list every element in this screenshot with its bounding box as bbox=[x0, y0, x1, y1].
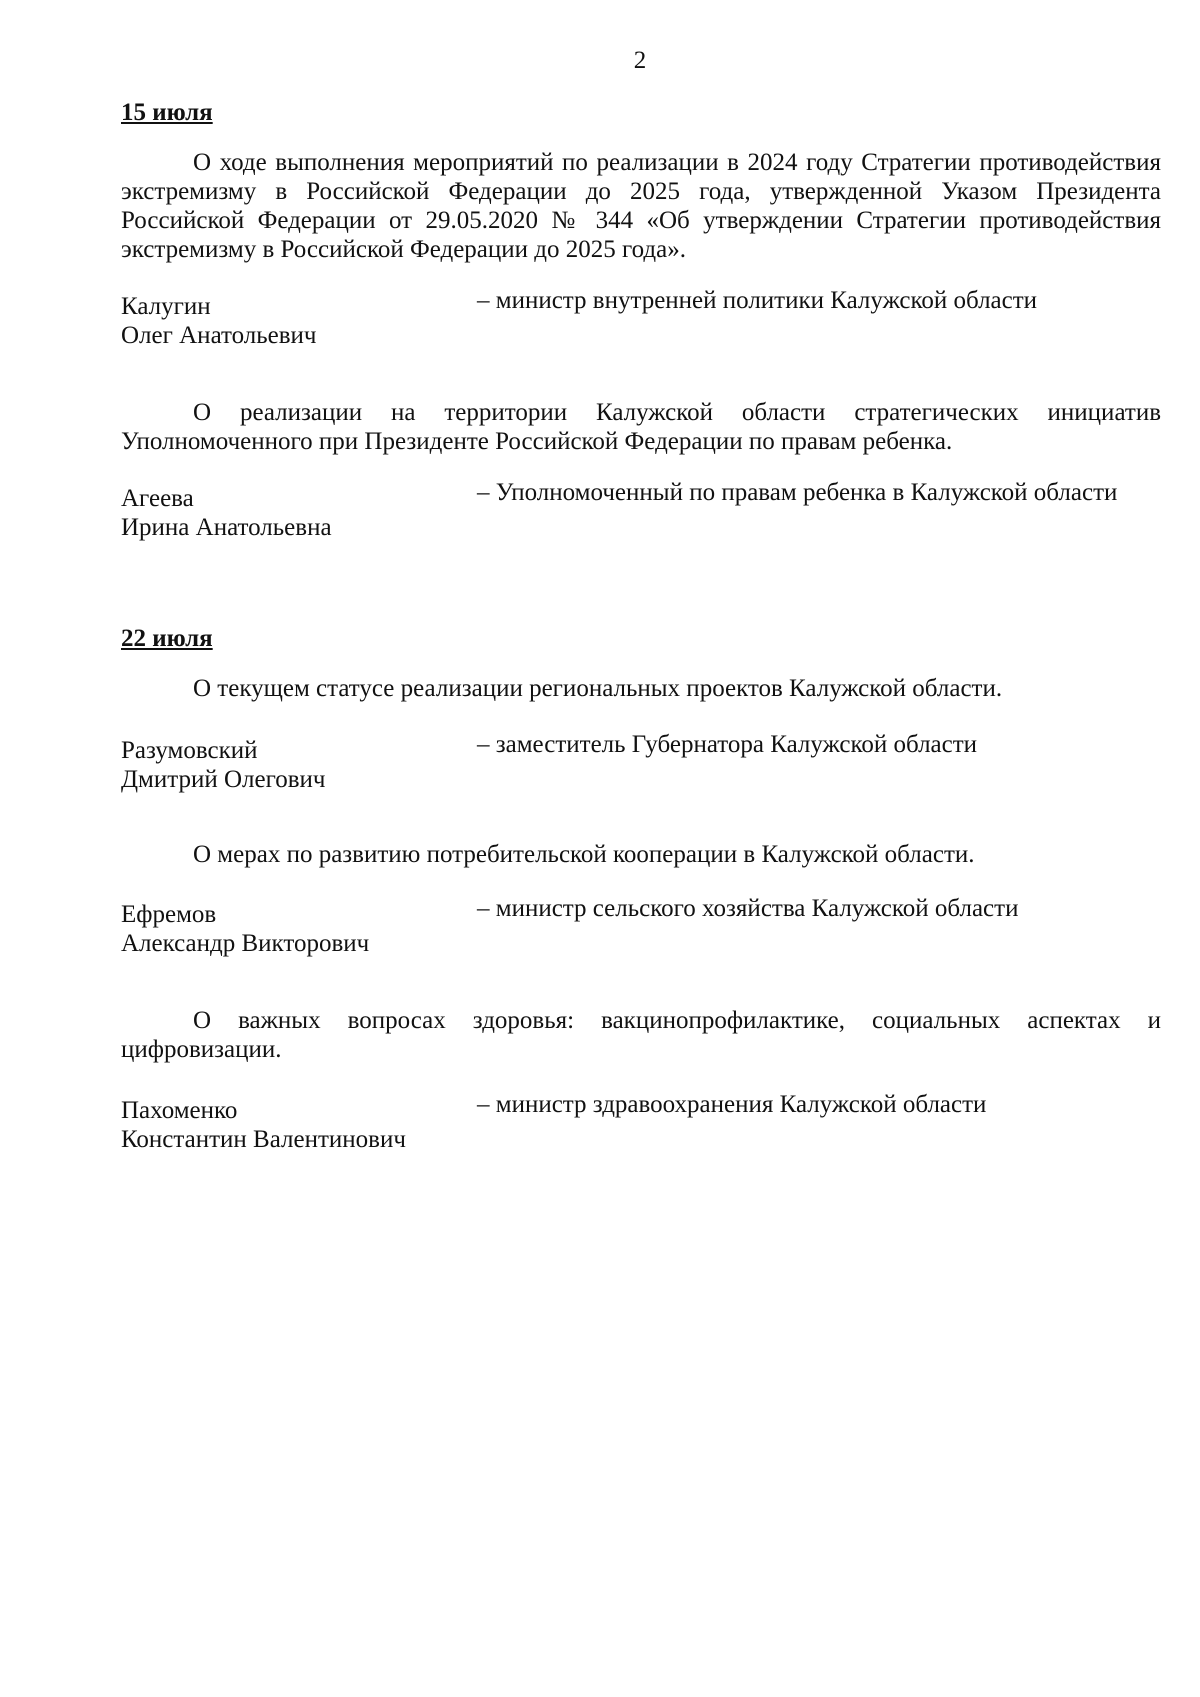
section-date: 22 июля bbox=[121, 625, 213, 652]
speaker-block bbox=[121, 478, 1161, 541]
agenda-topic: О текущем статусе реализации региональных проектов Калужской области. bbox=[193, 675, 1003, 702]
agenda-topic: О ходе выполнения мероприятий по реализации в 2024 году Стратегии противодействия экстремизму в Российской Федерации до 2025 года, утвержденной Указом Президента Российской Федерации от 29.05.2020 № 344 «Об утверждении Стратегии противодействия экстремизму в Российской Федерации до 2025 года». bbox=[121, 149, 1161, 263]
speaker-given-name: Олег Анатольевич bbox=[121, 322, 317, 349]
speaker-block bbox=[121, 286, 1161, 349]
speaker-surname: Ефремов bbox=[121, 901, 217, 928]
agenda-topic: О мерах по развитию потребительской кооперации в Калужской области. bbox=[193, 841, 975, 868]
speaker-name bbox=[121, 736, 451, 794]
speaker-role: – Уполномоченный по правам ребенка в Калужской области bbox=[477, 479, 1118, 506]
agenda-topic: О реализации на территории Калужской области стратегических инициатив Уполномоченного при Президенте Российской Федерации по правам ребенка. bbox=[121, 399, 1161, 455]
speaker-given-name: Александр Викторович bbox=[121, 930, 370, 957]
speaker-given-name: Константин Валентинович bbox=[121, 1126, 406, 1153]
speaker-block bbox=[121, 1090, 1161, 1153]
page-number: 2 bbox=[633, 47, 647, 74]
speaker-surname: Калугин bbox=[121, 293, 211, 320]
speaker-name bbox=[121, 484, 451, 542]
speaker-role: – министр внутренней политики Калужской области bbox=[477, 287, 1038, 314]
speaker-surname: Разумовский bbox=[121, 737, 258, 764]
section-date: 15 июля bbox=[121, 99, 213, 126]
speaker-role: – министр сельского хозяйства Калужской области bbox=[477, 895, 1019, 922]
agenda-topic: О важных вопросах здоровья: вакцинопрофилактике, социальных аспектах и цифровизации. bbox=[121, 1007, 1161, 1063]
speaker-name bbox=[121, 900, 451, 958]
speaker-given-name: Дмитрий Олегович bbox=[121, 766, 326, 793]
speaker-given-name: Ирина Анатольевна bbox=[121, 514, 332, 541]
speaker-name bbox=[121, 1096, 451, 1154]
speaker-block bbox=[121, 894, 1161, 957]
speaker-surname: Агеева bbox=[121, 485, 194, 512]
speaker-role: – министр здравоохранения Калужской области bbox=[477, 1091, 987, 1118]
speaker-surname: Пахоменко bbox=[121, 1097, 238, 1124]
speaker-role: – заместитель Губернатора Калужской области bbox=[477, 731, 978, 758]
speaker-name bbox=[121, 292, 451, 350]
speaker-block bbox=[121, 730, 1161, 793]
